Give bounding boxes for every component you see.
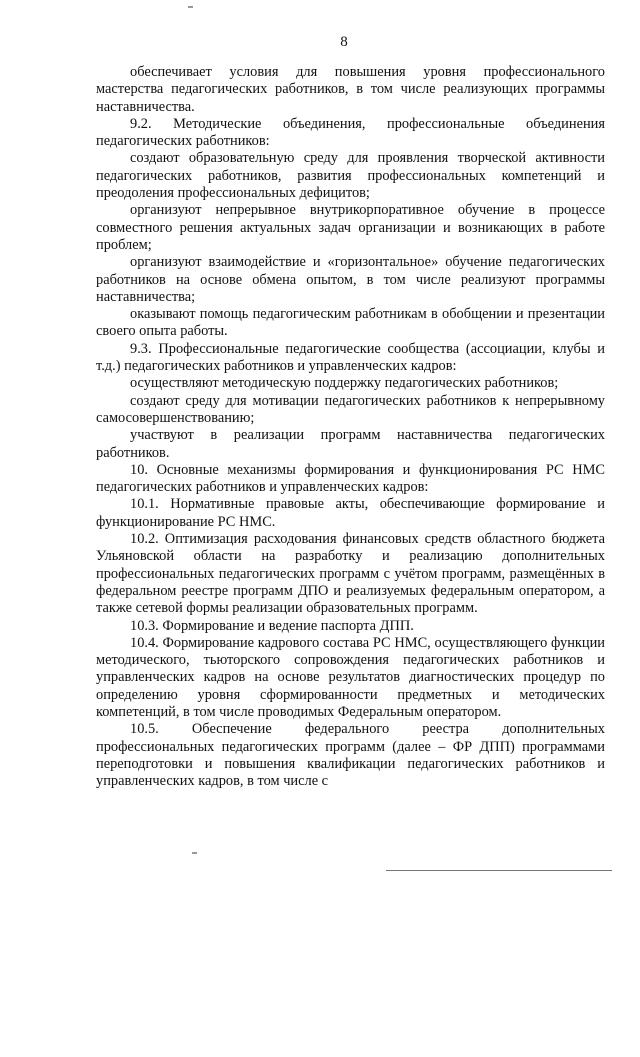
paragraph: 10.2. Оптимизация расходования финансовых средств областного бюджета Ульяновской области на разработку и реализацию дополнительных профессиональных педагогических программ с учётом программ, размещённых в федеральном реестре программ ДПО и реализуемых федеральным оператором, а также сетевой формы реализации образовательных программ.: [96, 531, 605, 617]
paragraph: 10.1. Нормативные правовые акты, обеспечивающие формирование и функционирование РС НМС.: [96, 496, 605, 530]
paragraph: 9.2. Методические объединения, профессиональные объединения педагогических работников:: [96, 115, 605, 150]
paragraph: 9.3. Профессиональные педагогические сообщества (ассоциации, клубы и т.д.) педагогических работников и управленческих кадров:: [96, 340, 605, 375]
page-number: 8: [340, 34, 348, 50]
paragraph: обеспечивает условия для повышения уровня профессионального мастерства педагогических работников, в том числе реализующих программы наставничества.: [96, 64, 605, 115]
paragraph: участвуют в реализации программ наставничества педагогических работников.: [96, 427, 605, 461]
scan-mark-bottom: [192, 852, 197, 854]
paragraph: 10.5. Обеспечение федерального реестра дополнительных профессиональных педагогических программ (далее – ФР ДПП) программами переподготовки и повышения квалификации педагогических работников и управленческих кадров, в том числе с: [96, 721, 605, 790]
scan-mark-top: [188, 6, 193, 8]
paragraph: осуществляют методическую поддержку педагогических работников;: [130, 375, 559, 392]
paragraph: 10.4. Формирование кадрового состава РС НМС, осуществляющего функции методического, тьюторского сопровождения педагогических работников и управленческих кадров на основе результатов диагностических процедур по определению уровня сформированности предметных и методических компетенций, в том числе проводимых Федеральным оператором.: [96, 634, 605, 720]
paragraph: 10. Основные механизмы формирования и функционирования РС НМС педагогических работников и управленческих кадров:: [96, 461, 605, 496]
footer-rule: [386, 870, 612, 871]
paragraph: организуют непрерывное внутрикорпоративное обучение в процессе совместного решения актуальных задач организации и возникающих в работе проблем;: [96, 202, 605, 253]
paragraph: оказывают помощь педагогическим работникам в обобщении и презентации своего опыта работы.: [96, 306, 605, 340]
paragraph: создают образовательную среду для проявления творческой активности педагогических работников, развития профессиональных компетенций и преодоления профессиональных дефицитов;: [96, 150, 605, 202]
document-body: [96, 64, 605, 790]
paragraph: 10.3. Формирование и ведение паспорта ДПП.: [130, 617, 414, 634]
paragraph: создают среду для мотивации педагогических работников к непрерывному самосовершенствованию;: [96, 392, 605, 426]
paragraph: организуют взаимодействие и «горизонтальное» обучение педагогических работников на основе обмена опытом, в том числе реализуют программы наставничества;: [96, 254, 605, 305]
